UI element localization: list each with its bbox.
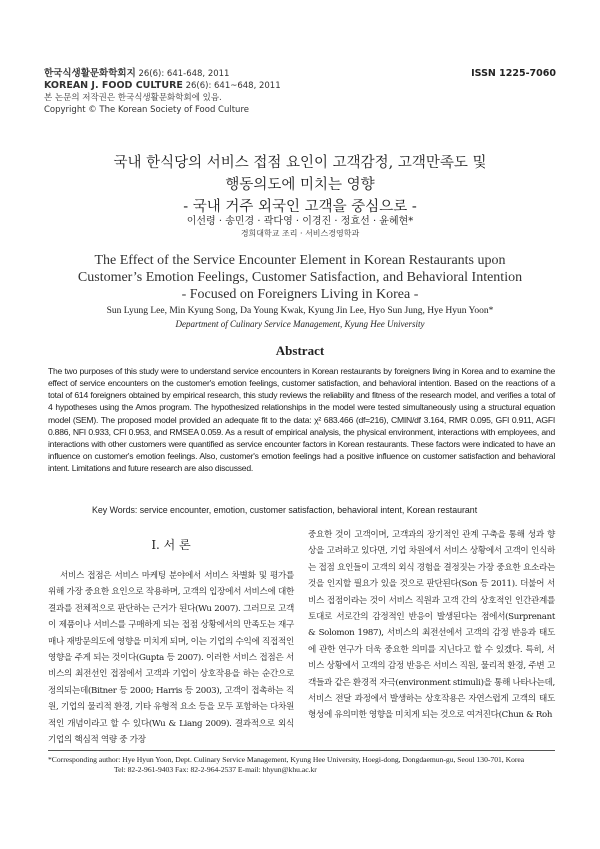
title-ko-line3: - 국내 거주 외국인 고객을 중심으로 - bbox=[183, 199, 417, 215]
abstract-heading: Abstract bbox=[275, 343, 325, 358]
affiliation-korean: 경희대학교 조리 · 서비스경영학과 bbox=[240, 229, 360, 238]
title-en-line1: The Effect of the Service Encounter Element in Korean Restaurants upon bbox=[94, 253, 506, 268]
corresponding-author-footnote bbox=[48, 755, 555, 775]
footnote-divider bbox=[48, 750, 555, 751]
copyright: Copyright © The Korean Society of Food Culture bbox=[44, 105, 249, 115]
title-korean bbox=[40, 152, 560, 218]
journal-name-en: KOREAN J. FOOD CULTURE bbox=[44, 80, 183, 91]
authors-korean: 이선령 · 송민경 · 곽다영 · 이경진 · 정효선 · 윤혜현* bbox=[186, 216, 414, 227]
section-heading: Ⅰ. 서 론 bbox=[151, 538, 191, 552]
title-en-line3: - Focused on Foreigners Living in Korea - bbox=[181, 287, 419, 302]
keywords: Key Words: service encounter, emotion, customer satisfaction, behavioral intent, Korean restaurant bbox=[92, 505, 478, 515]
title-english bbox=[40, 252, 560, 303]
volume-en: 26(6): 641~648, 2011 bbox=[185, 81, 281, 91]
journal-name-ko: 한국식생활문화학회지 bbox=[44, 68, 136, 79]
title-ko-line2: 행동의도에 미치는 영향 bbox=[225, 177, 375, 193]
body-left-column: 서비스 접점은 서비스 마케팅 분야에서 서비스 차별화 및 평가를 위해 가장 중요한 요인으로 작용하며, 고객의 입장에서 서비스에 대한 결과를 전체적으로 판단하는 근거가 된다(Wu 2007). 그러므로 고객이 제품이나 서비스를 구매하게 되는 접점 상황에서의 만족도는 재구매나 재방문의도에 영향을 미치게 되며, 이는 기업의 수익에 직접적인 영향을 주게 되는 것이다(Gupta 등 2007). 이러한 서비스 접점은 서비스의 최전선인 접점에서 고객과 기업이 상호작용을 하는 순간으로 정의되는데(Bitner 등 2000; Harris 등 2003), 고객이 접촉하는 직원, 기업의 물리적 환경, 기타 유형적 요소 등을 모두 포함하는 다차원적인 개념이라고 할 수 있다(Wu & Liang 2009). 결과적으로 외식 기업의 핵심적 역량 중 가장 bbox=[48, 571, 294, 746]
journal-header bbox=[44, 68, 281, 116]
title-en-line2: Customer’s Emotion Feelings, Customer Satisfaction, and Behavioral Intention bbox=[77, 270, 523, 285]
affiliation-english: Department of Culinary Service Management, Kyung Hee University bbox=[175, 319, 425, 329]
footnote-line1: *Corresponding author: Hye Hyun Yoon, Dept. Culinary Service Management, Kyung Hee University, Hoegi-dong, Dongdaemun-gu, Seoul 130-701, Korea bbox=[48, 755, 525, 764]
issn: ISSN 1225-7060 bbox=[471, 68, 556, 79]
body-right-column: 중요한 것이 고객이며, 고객과의 장기적인 관계 구축을 통해 성과 향상을 고려하고 있다면, 기업 차원에서 서비스 상황에서 고객이 인식하는 접점 요인들이 고객의 외식 경험을 결정짓는 가장 중요한 요소라는 것을 인지할 필요가 있을 것으로 판단된다(Son 등 2011). 더불어 서비스 접점이라는 것이 서비스 직원과 고객 간의 상호적인 인간관계를 토대로 서로간의 감정적인 반응이 발생된다는 점에서(Surprenant & Solomon 1987), 서비스의 최전선에서 고객의 감정 반응과 태도에 관한 연구가 더욱 중요한 의미를 지닌다고 할 수 있겠다. 특히, 서비스 상황에서 고객의 감정 반응은 서비스 직원, 물리적 환경, 주변 고객들과 같은 환경적 자극(environment stimuli)을 통해 나타나는데, 서비스 전달 과정에서 발생하는 상호작용은 자연스럽게 고객의 태도 형성에 유의미한 영향을 미치게 되는 것으로 여겨진다(Chun & Roh bbox=[308, 530, 555, 721]
volume-ko: 26(6): 641-648, 2011 bbox=[138, 69, 230, 79]
abstract-body: The two purposes of this study were to understand service encounters in Korean restaurants by foreigners living in Korea and to examine the effect of service encounters on the customer's emotion feelings, customer satisfaction, and behavioral intention. Based on the reactions of a total of 614 foreigners obtained by empirical research, this study reviews the reliability and fitness of the research model, and verifies a total of 4 hypotheses using the Amos program. The hypothesized relationships in the model were tested simultaneously using a structural equation model (SEM). The proposed model provided an adequate fit to the data: χ² 683.466 (df=216), CMIN/df 3.164, RMR 0.095, GFI 0.911, AGFI 0.886, NFI 0.933, CFI 0.953, and RMSEA 0.059. As a result of empirical analysis, the physical environment, interactions with employees, and interactions with other customers were quantified as service encounter factors in Korean restaurants. These factors were indicated to have an influence on customer's emotion feelings. Also, customer's emotion feelings had a positive influence on customer satisfaction and behavioral intent. Limitations and future research are also discussed. bbox=[48, 366, 555, 474]
copyright-note: 본 논문의 저작권은 한국식생활문화학회에 있음. bbox=[44, 93, 222, 103]
title-ko-line1: 국내 한식당의 서비스 접점 요인이 고객감정, 고객만족도 및 bbox=[113, 155, 487, 171]
authors-english: Sun Lyung Lee, Min Kyung Song, Da Young Kwak, Kyung Jin Lee, Hyo Sun Jung, Hye Hyun Yoon* bbox=[106, 306, 494, 316]
footnote-line2: Tel: 82-2-961-9403 Fax: 82-2-964-2537 E-mail: hhyun@khu.ac.kr bbox=[114, 765, 317, 774]
